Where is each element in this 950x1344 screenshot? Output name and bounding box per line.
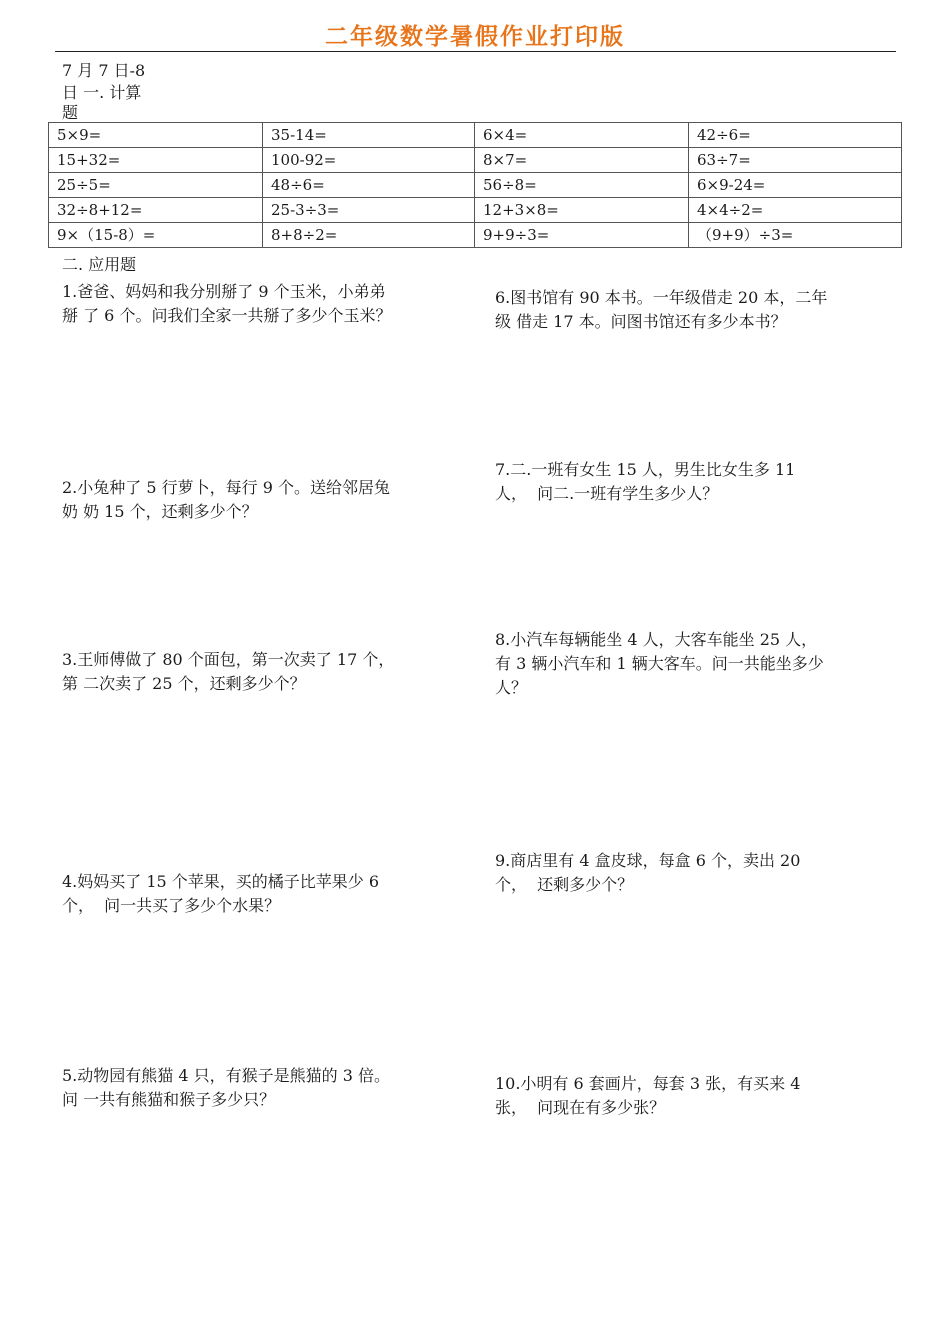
- section-heading-word-problems: 二. 应用题: [62, 255, 137, 274]
- date-line-1: 7 月 7 日-8: [62, 61, 146, 80]
- problem-text-line: 张， 问现在有多少张？: [495, 1098, 666, 1117]
- table-cell: 6×9-24=: [689, 173, 902, 198]
- problem-text-line: 3.王师傅做了 80 个面包，第一次卖了 17 个，: [62, 650, 395, 669]
- table-cell: 6×4=: [475, 123, 689, 148]
- header-divider: [55, 51, 896, 52]
- date-line-3: 题: [62, 103, 79, 122]
- table-cell: 56÷8=: [475, 173, 689, 198]
- word-problem-8: [495, 628, 905, 700]
- table-cell: 5×9=: [49, 123, 263, 148]
- problem-text-line: 人， 问二.一班有学生多少人？: [495, 484, 719, 503]
- table-cell: （9+9）÷3=: [689, 223, 902, 248]
- word-problem-2: [62, 476, 462, 524]
- table-cell: 4×4÷2=: [689, 198, 902, 223]
- problem-text-line: 9.商店里有 4 盒皮球，每盒 6 个，卖出 20: [495, 851, 801, 870]
- word-problem-3: [62, 648, 462, 696]
- word-problem-10: [495, 1072, 905, 1120]
- table-cell: 12+3×8=: [475, 198, 689, 223]
- problem-text-line: 掰 了 6 个。问我们全家一共掰了多少个玉米？: [62, 306, 392, 325]
- table-cell: 25-3÷3=: [263, 198, 475, 223]
- word-problem-6: [495, 286, 905, 334]
- table-cell: 9×（15-8）=: [49, 223, 263, 248]
- table-cell: 35-14=: [263, 123, 475, 148]
- table-cell: 42÷6=: [689, 123, 902, 148]
- page-title: 二年级数学暑假作业打印版: [325, 24, 625, 50]
- problem-text-line: 问 一共有熊猫和猴子多少只？: [62, 1090, 276, 1109]
- table-cell: 8×7=: [475, 148, 689, 173]
- date-line-2: 日 一. 计算: [62, 83, 142, 102]
- table-cell: 32÷8+12=: [49, 198, 263, 223]
- problem-text-line: 级 借走 17 本。问图书馆还有多少本书？: [495, 312, 787, 331]
- table-cell: 63÷7=: [689, 148, 902, 173]
- problem-text-line: 第 二次卖了 25 个，还剩多少个？: [62, 674, 306, 693]
- calculation-table: [48, 122, 902, 248]
- problem-text-line: 1.爸爸、妈妈和我分别掰了 9 个玉米，小弟弟: [62, 282, 386, 301]
- table-cell: 100-92=: [263, 148, 475, 173]
- problem-text-line: 2.小兔种了 5 行萝卜，每行 9 个。送给邻居兔: [62, 478, 390, 497]
- table-cell: 48÷6=: [263, 173, 475, 198]
- problem-text-line: 4.妈妈买了 15 个苹果，买的橘子比苹果少 6: [62, 872, 380, 891]
- problem-text-line: 5.动物园有熊猫 4 只，有猴子是熊猫的 3 倍。: [62, 1066, 390, 1085]
- table-cell: 15+32=: [49, 148, 263, 173]
- table-row: [49, 173, 902, 198]
- table-row: [49, 123, 902, 148]
- word-problem-1: [62, 280, 462, 328]
- table-cell: 25÷5=: [49, 173, 263, 198]
- problem-text-line: 人？: [495, 678, 528, 697]
- problem-text-line: 奶 奶 15 个，还剩多少个？: [62, 502, 258, 521]
- word-problem-7: [495, 458, 905, 506]
- table-row: [49, 223, 902, 248]
- table-row: [49, 148, 902, 173]
- problem-text-line: 个， 问一共买了多少个水果？: [62, 896, 281, 915]
- problem-text-line: 6.图书馆有 90 本书。一年级借走 20 本，二年: [495, 288, 828, 307]
- problem-text-line: 有 3 辆小汽车和 1 辆大客车。问一共能坐多少: [495, 654, 824, 673]
- table-row: [49, 198, 902, 223]
- table-cell: 8+8÷2=: [263, 223, 475, 248]
- problem-text-line: 个， 还剩多少个？: [495, 875, 634, 894]
- word-problem-5: [62, 1064, 462, 1112]
- problem-text-line: 10.小明有 6 套画片，每套 3 张，有买来 4: [495, 1074, 801, 1093]
- problem-text-line: 8.小汽车每辆能坐 4 人，大客车能坐 25 人，: [495, 630, 818, 649]
- table-cell: 9+9÷3=: [475, 223, 689, 248]
- problem-text-line: 7.二.一班有女生 15 人，男生比女生多 11: [495, 460, 796, 479]
- word-problem-9: [495, 849, 905, 897]
- word-problem-4: [62, 870, 462, 918]
